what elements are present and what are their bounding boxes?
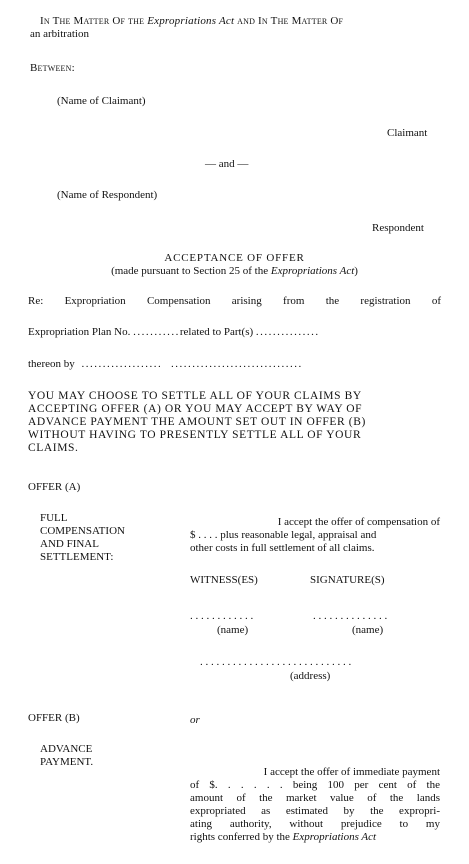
plan-label: Expropriation Plan No. xyxy=(28,326,131,338)
address-blank: . . . . . . . . . . . . . . . . . . . . . . . . . . . . xyxy=(200,656,352,668)
and-separator: — and — xyxy=(205,158,249,170)
offer-a-label-1: FULL xyxy=(40,512,68,524)
offer-b-heading: OFFER (B) xyxy=(28,712,80,724)
offer-a-text-3: other costs in full settlement of all claims. xyxy=(190,542,375,554)
matter-heading-line1 xyxy=(40,15,343,28)
offer-b-text-6-plain: rights conferred by the xyxy=(190,831,290,843)
offer-b-label-1: ADVANCE xyxy=(40,743,93,755)
document-title: ACCEPTANCE OF OFFER xyxy=(164,252,305,264)
offer-a-text-1: I accept the offer of compensation of xyxy=(277,516,440,528)
offer-a-label-2: COMPENSATION xyxy=(40,525,125,537)
matter-heading-part1: In The Matter Of the xyxy=(40,15,145,27)
matter-heading-part2: and In The Matter Of xyxy=(237,15,344,27)
subtitle-act: Expropriations Act xyxy=(270,265,355,277)
respondent-name-placeholder: (Name of Respondent) xyxy=(57,189,158,201)
address-caption: (address) xyxy=(290,670,331,682)
respondent-role: Respondent xyxy=(372,222,424,234)
matter-heading-line2: an arbitration xyxy=(30,28,89,40)
related-label: related to Part(s) xyxy=(179,326,254,338)
thereon-line xyxy=(28,358,303,371)
notice-line-1: YOU MAY CHOOSE TO SETTLE ALL OF YOUR CLAIMS BY xyxy=(28,390,362,402)
offer-a-label-3: AND FINAL xyxy=(40,538,99,550)
offer-b-text-4: expropriated as estimated by the expropri- xyxy=(190,805,440,817)
signature-name-blank: . . . . . . . . . . . . . . xyxy=(313,610,388,622)
notice-line-4: WITHOUT HAVING TO PRESENTLY SETTLE ALL OF YOUR xyxy=(28,429,362,441)
parts-blank: ............... xyxy=(255,326,320,338)
witness-label: WITNESS(ES) xyxy=(190,574,258,586)
offer-b-text-1: I accept the offer of immediate payment xyxy=(263,766,440,778)
notice-line-5: CLAIMS. xyxy=(28,442,79,454)
offer-a-heading: OFFER (A) xyxy=(28,481,81,493)
offer-b-act: Expropriations Act xyxy=(292,831,377,843)
witness-name-blank: . . . . . . . . . . . . xyxy=(190,610,254,622)
plan-line xyxy=(28,326,320,339)
subtitle-prefix: (made pursuant to Section 25 of the xyxy=(111,265,269,277)
witness-name-caption: (name) xyxy=(217,624,249,636)
between-label: Between: xyxy=(30,62,75,74)
offer-b-text-2: of $. . . . . . being 100 per cent of the xyxy=(190,779,440,791)
offer-b-text-3: amount of the market value of the lands xyxy=(190,792,440,804)
thereon-label: thereon by xyxy=(28,358,75,370)
offer-a-text-2: $ . . . . plus reasonable legal, appraisal and xyxy=(190,529,377,541)
claimant-name-placeholder: (Name of Claimant) xyxy=(57,95,146,107)
subtitle-suffix: ) xyxy=(354,265,358,277)
thereon-blank-1: ................... xyxy=(81,358,163,370)
signature-name-caption: (name) xyxy=(352,624,384,636)
or-label: or xyxy=(190,714,200,726)
matter-heading-act: Expropriations Act xyxy=(147,15,235,27)
document-subtitle xyxy=(0,265,469,278)
re-line: Re: Expropriation Compensation arising from the registration of xyxy=(28,295,441,307)
notice-line-3: ADVANCE PAYMENT THE AMOUNT SET OUT IN OFFER (B) xyxy=(28,416,366,428)
offer-a-label-4: SETTLEMENT: xyxy=(40,551,114,563)
offer-b-text-5: ating authority, without prejudice to my xyxy=(190,818,440,830)
plan-number-blank: ........... xyxy=(133,326,180,338)
thereon-blank-2: ............................... xyxy=(170,358,303,370)
notice-line-2: ACCEPTING OFFER (A) OR YOU MAY ACCEPT BY WAY OF xyxy=(28,403,363,415)
offer-b-label-2: PAYMENT. xyxy=(40,756,94,768)
offer-b-text-6 xyxy=(190,831,440,844)
claimant-role: Claimant xyxy=(387,127,428,139)
signature-label: SIGNATURE(S) xyxy=(310,574,385,586)
